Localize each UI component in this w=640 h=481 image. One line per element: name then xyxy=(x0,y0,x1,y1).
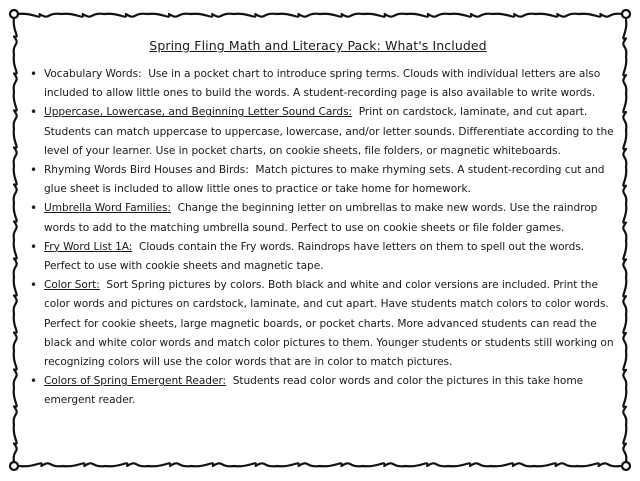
item-title: Colors of Spring Emergent Reader: xyxy=(44,375,227,388)
corner-swirl xyxy=(10,462,18,470)
corner-swirl xyxy=(622,10,630,18)
list-item xyxy=(44,238,614,276)
item-text: Match pictures to make rhyming sets. A student-recording cut and glue sheet is included to allow little ones to practice or take home for homework. xyxy=(44,164,605,196)
item-title: Vocabulary Words: xyxy=(44,68,142,80)
page-title: Spring Fling Math and Literacy Pack: What's Included xyxy=(149,38,487,53)
item-text: Sort Spring pictures by colors. Both black and white and color versions are included. Print the color words and pictures on cardstock, laminate, and cut apart. Have students match colors to color words. Perfect for cookie sheets, large magnetic boards, or pocket charts. More advanced students can read the black and white color words and match color pictures to them. Younger students or students still working on recognizing colors will use the color words that are in color to match pictures. xyxy=(44,279,614,369)
included-items-list xyxy=(22,65,614,411)
document-content xyxy=(22,38,614,438)
corner-swirl xyxy=(622,462,630,470)
item-text: Change the beginning letter on umbrellas to make new words. Use the raindrop words to add to the matching umbrella sound. Perfect to use on cookie sheets or file folder games. xyxy=(44,202,598,234)
item-title: Umbrella Word Families: xyxy=(44,202,171,215)
item-title: Rhyming Words Bird Houses and Birds: xyxy=(44,164,249,177)
border-loop-line xyxy=(20,463,620,466)
border-loop-line xyxy=(14,18,17,462)
list-item xyxy=(44,65,614,103)
item-text: Clouds contain the Fry words. Raindrops have letters on them to spell out the words. Perfect to use with cookie sheets and magnetic tape. xyxy=(44,240,585,273)
border-loop-line xyxy=(623,20,626,462)
list-item xyxy=(44,161,614,199)
list-item xyxy=(44,103,614,161)
list-item xyxy=(44,372,614,410)
item-title: Uppercase, Lowercase, and Beginning Letter Sound Cards: xyxy=(44,106,353,119)
item-text: Print on cardstock, laminate, and cut apart. Students can match uppercase to uppercase, lowercase, and/or letter sounds. Differentiate according to the level of your learner. Use in pocket charts, on cookie sheets, file folders, or magnetic whiteboards. xyxy=(44,106,614,157)
item-title: Fry Word List 1A: xyxy=(44,240,133,253)
item-text: Use in a pocket chart to introduce spring terms. Clouds with individual letters are also included to allow little ones to build the words. A student-recording page is also available to write words. xyxy=(44,68,601,100)
item-text: Students read color words and color the pictures in this take home emergent reader. xyxy=(44,375,584,407)
item-title: Color Sort: xyxy=(44,279,100,292)
list-item xyxy=(44,199,614,237)
corner-swirl xyxy=(10,10,18,18)
border-loop-line xyxy=(18,14,622,17)
list-item xyxy=(44,276,614,372)
